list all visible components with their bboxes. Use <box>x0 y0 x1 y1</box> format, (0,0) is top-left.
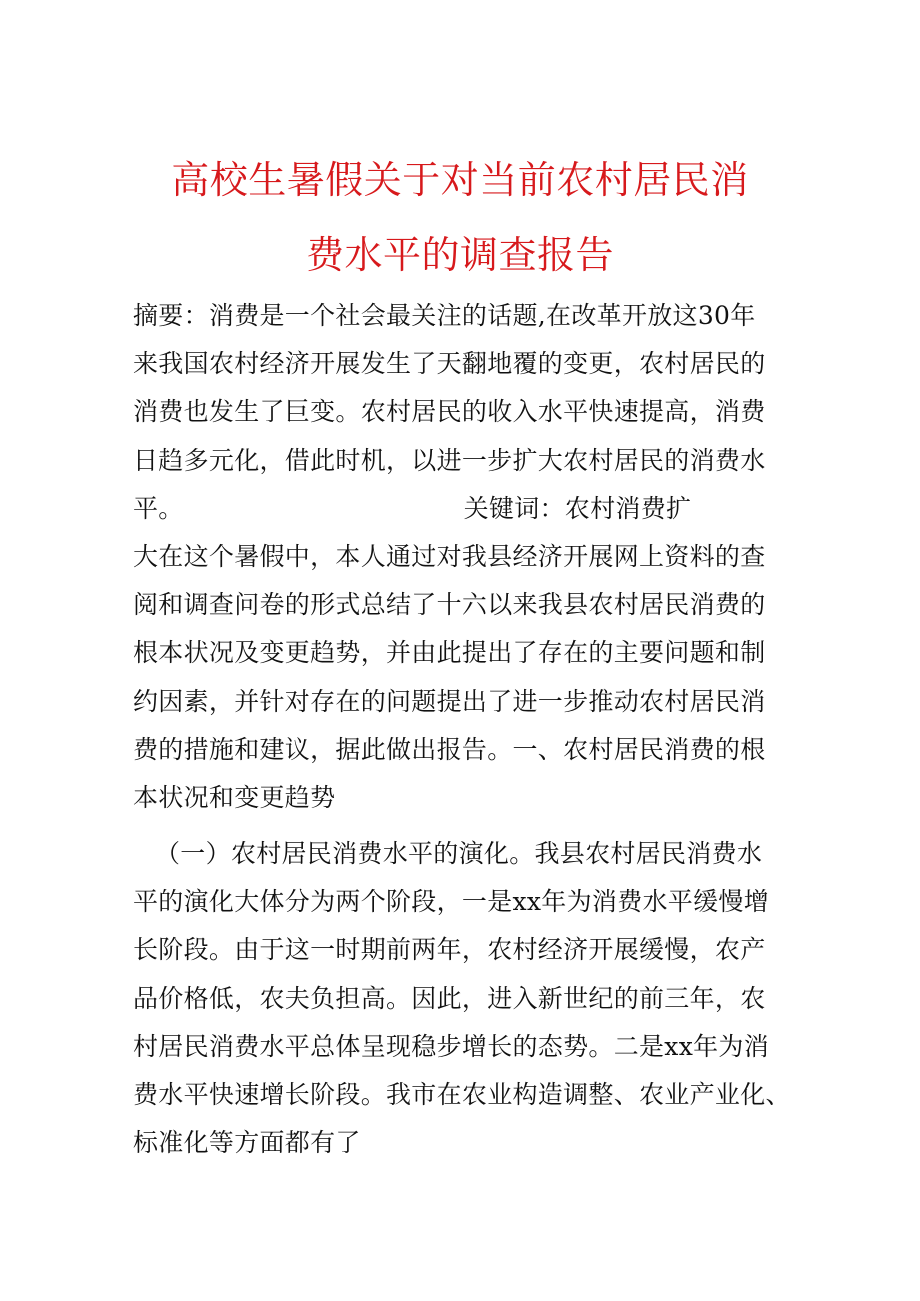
keywords-label: 关键词：农村消费扩 <box>463 493 692 523</box>
abstract-line: 来我国农村经济开展发生了天翻地覆的变更，农村居民的 <box>133 349 766 379</box>
body-line: 约因素，并针对存在的问题提出了进一步推动农村居民消 <box>133 686 766 716</box>
section-heading-line: （一）农村居民消费水平的演化。我县农村居民消费水 <box>155 839 763 869</box>
document-title-line-1: 高校生暑假关于对当前农村居民消 <box>171 158 749 202</box>
body-line: 长阶段。由于这一时期前两年，农村经济开展缓慢，农产 <box>133 935 766 965</box>
abstract-line-end: 平。 <box>133 493 184 523</box>
body-line: 品价格低，农夫负担高。因此，进入新世纪的前三年，农 <box>133 983 766 1013</box>
body-line: 标准化等方面都有了 <box>133 1128 361 1158</box>
body-line: 费的措施和建议，据此做出报告。一、农村居民消费的根 <box>133 734 766 764</box>
abstract-keywords-line <box>133 485 793 533</box>
body-line: 费水平快速增长阶段。我市在农业构造调整、农业产业化、 <box>133 1080 791 1109</box>
abstract-line: 摘要：消费是一个社会最关注的话题,在改革开放这30年 <box>133 301 756 330</box>
body-line: 大在这个暑假中，本人通过对我县经济开展网上资料的查 <box>133 541 766 571</box>
body-line: 本状况和变更趋势 <box>133 782 336 812</box>
document-body <box>133 292 793 1167</box>
body-line: 平的演化大体分为两个阶段，一是xx年为消费水平缓慢增 <box>133 887 770 917</box>
abstract-line: 消费也发生了巨变。农村居民的收入水平快速提高，消费 <box>133 397 766 427</box>
body-line: 阅和调查问卷的形式总结了十六以来我县农村居民消费的 <box>133 590 766 620</box>
abstract-line: 日趋多元化，借此时机，以进一步扩大农村居民的消费水 <box>133 445 766 475</box>
body-line: 根本状况及变更趋势，并由此提出了存在的主要问题和制 <box>133 638 766 668</box>
document-title-line-2: 费水平的调查报告 <box>305 233 614 277</box>
body-line: 村居民消费水平总体呈现稳步增长的态势。二是xx年为消 <box>133 1031 770 1061</box>
